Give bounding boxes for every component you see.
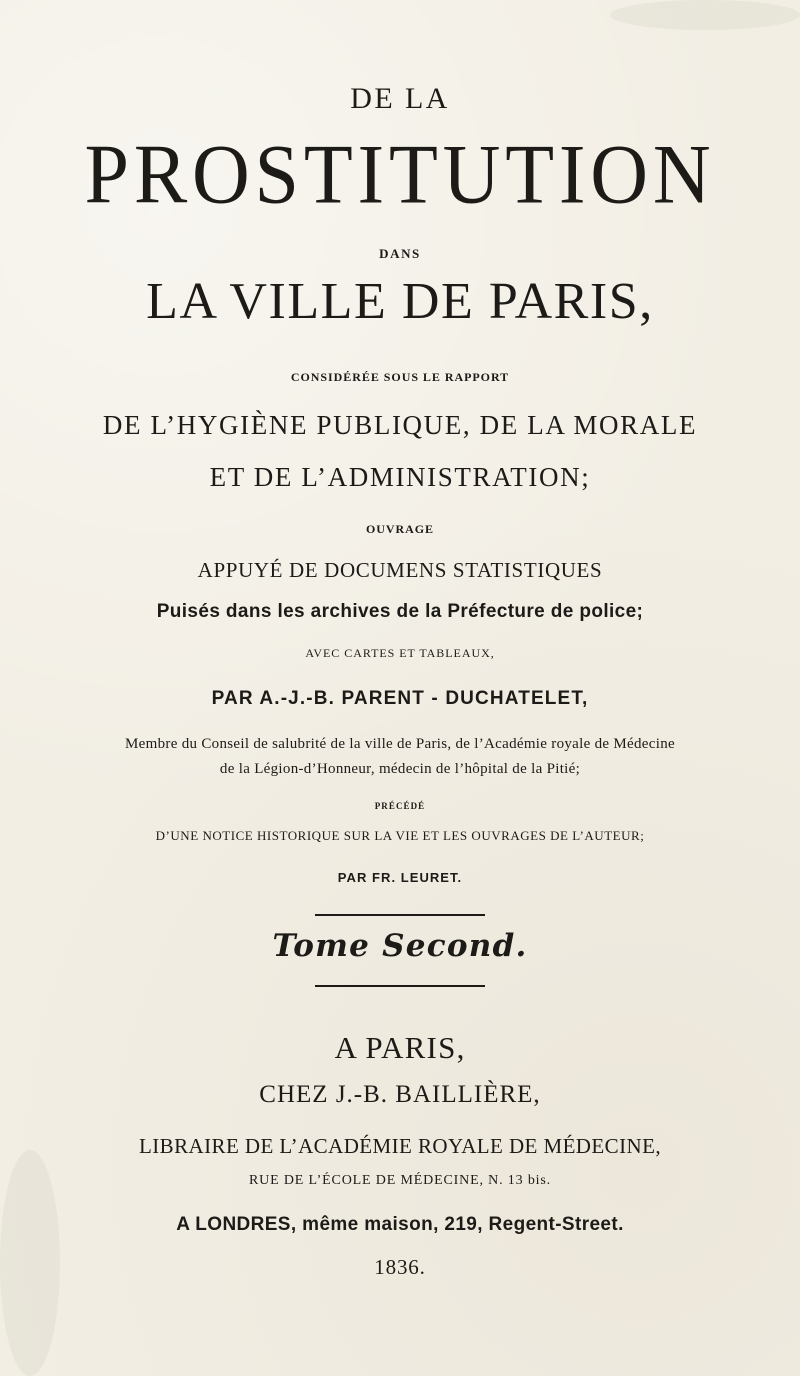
- year-line: 1836.: [374, 1255, 426, 1279]
- volume-line: Tome Second.: [272, 928, 528, 964]
- de-la-heading: DE LA: [350, 82, 450, 115]
- author-line: PAR A.-J.-B. PARENT - DUCHATELET,: [211, 688, 589, 709]
- londres-line: A LONDRES, même maison, 219, Regent-Street.: [176, 1214, 624, 1235]
- publisher-line: CHEZ J.-B. BAILLIÈRE,: [259, 1081, 541, 1108]
- leuret-line: PAR FR. LEURET.: [337, 870, 463, 885]
- appuye-line: APPUYÉ DE DOCUMENS STATISTIQUES: [197, 558, 603, 582]
- author-credentials-line-2: de la Légion-d’Honneur, médecin de l’hôpital de la Pitié;: [219, 761, 581, 777]
- main-title: PROSTITUTION: [84, 128, 716, 222]
- stain: [610, 0, 800, 30]
- avec-line: AVEC CARTES ET TABLEAUX,: [305, 646, 495, 660]
- city-line: LA VILLE DE PARIS,: [146, 273, 654, 330]
- address-line: RUE DE L’ÉCOLE DE MÉDECINE, N. 13 bis.: [248, 1173, 552, 1188]
- dans-line: DANS: [379, 246, 421, 261]
- consideree-line: CONSIDÉRÉE SOUS LE RAPPORT: [290, 370, 510, 384]
- puises-line: Puisés dans les archives de la Préfecture de police;: [156, 601, 644, 622]
- notice-line: D’UNE NOTICE HISTORIQUE SUR LA VIE ET LES OUVRAGES DE L’AUTEUR;: [155, 828, 645, 843]
- ouvrage-line: OUVRAGE: [365, 522, 435, 536]
- place-line: A PARIS,: [334, 1030, 466, 1065]
- libraire-line: LIBRAIRE DE L’ACADÉMIE ROYALE DE MÉDECINE,: [139, 1134, 661, 1158]
- rule-divider-top: [315, 914, 485, 916]
- hygiene-line: DE L’HYGIÈNE PUBLIQUE, DE LA MORALE: [102, 410, 698, 440]
- rule-divider-bottom: [315, 985, 485, 987]
- author-credentials-line-1: Membre du Conseil de salubrité de la ville de Paris, de l’Académie royale de Médecine: [125, 736, 675, 752]
- administration-line: ET DE L’ADMINISTRATION;: [209, 462, 591, 492]
- precede-line: PRÉCÉDÉ: [374, 801, 426, 811]
